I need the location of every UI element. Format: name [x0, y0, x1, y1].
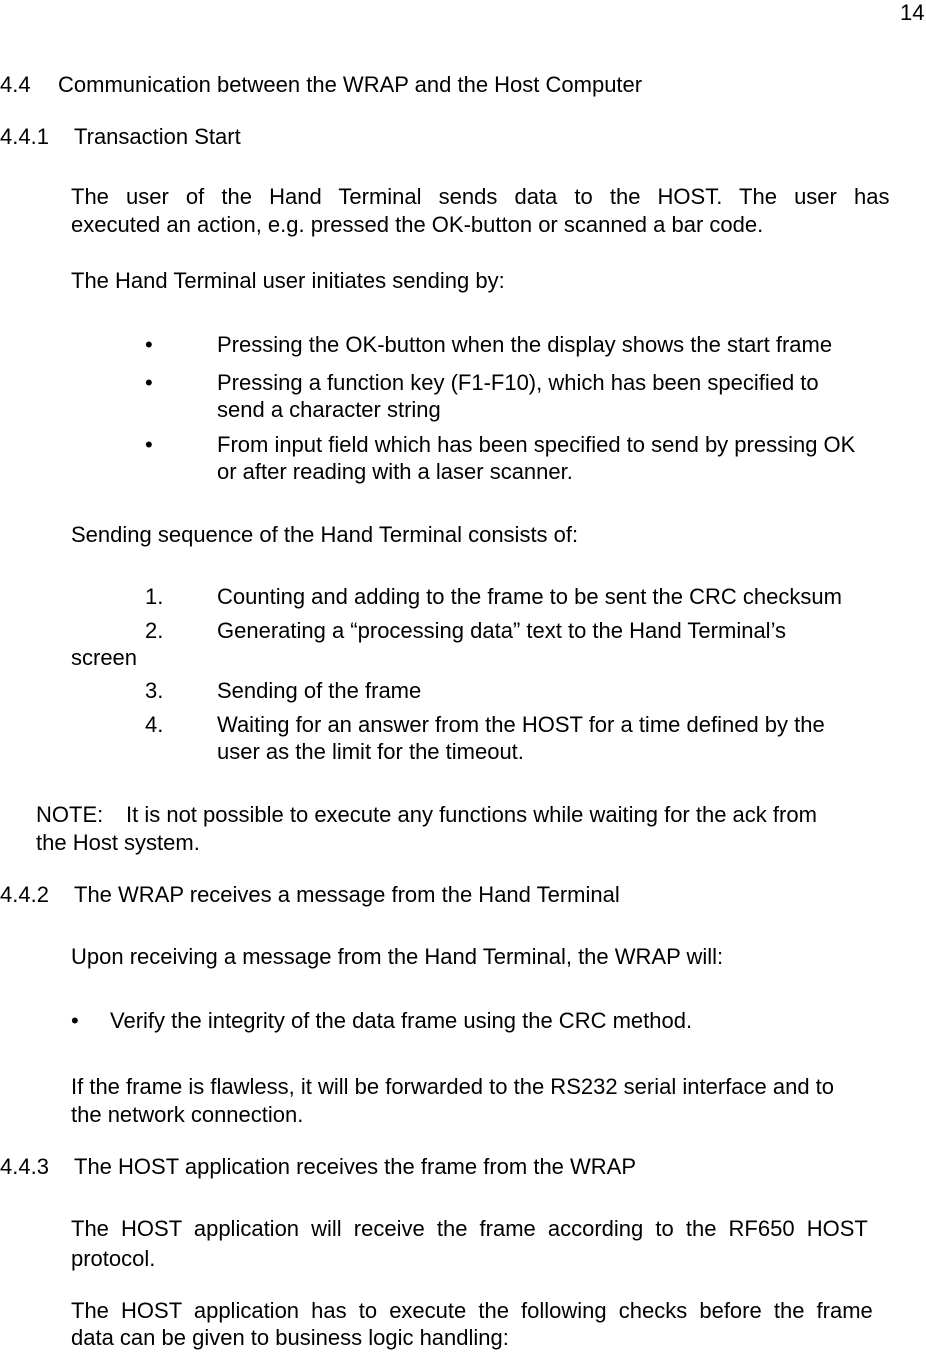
section-title: The WRAP receives a message from the Hand Terminal [74, 882, 620, 907]
page-number: 14 [900, 0, 925, 25]
list-item-text: Pressing the OK-button when the display shows the start frame [217, 332, 833, 357]
section-title: Transaction Start [74, 124, 241, 149]
list-item-text: Sending of the frame [217, 678, 422, 703]
list-item-text: Counting and adding to the frame to be sent the CRC checksum [217, 584, 842, 609]
paragraph-sequence: Sending sequence of the Hand Terminal consists of: [71, 522, 579, 547]
list-item-number: 3. [145, 678, 164, 703]
list-item-number: 2. [145, 618, 164, 643]
section-number: 4.4.1 [0, 124, 49, 149]
list-item-text: Verify the integrity of the data frame using the CRC method. [110, 1008, 693, 1033]
bullet-icon: • [145, 432, 153, 457]
list-item-text: or after reading with a laser scanner. [217, 459, 573, 484]
section-title: The HOST application receives the frame from the WRAP [74, 1154, 637, 1179]
paragraph-line: the network connection. [71, 1102, 304, 1127]
section-title: Communication between the WRAP and the Host Computer [58, 72, 643, 97]
paragraph-line: The HOST application has to execute the following checks before the frame [71, 1298, 873, 1323]
bullet-icon: • [145, 332, 153, 357]
list-item-text: Waiting for an answer from the HOST for a time defined by the [217, 712, 825, 737]
list-item-text: From input field which has been specified to send by pressing OK [217, 432, 856, 457]
list-item-text: Generating a “processing data” text to the Hand Terminal’s [217, 618, 787, 643]
list-item-text: Pressing a function key (F1-F10), which has been specified to [217, 370, 819, 395]
section-number: 4.4 [0, 72, 31, 97]
paragraph-line: If the frame is flawless, it will be forwarded to the RS232 serial interface and to [71, 1074, 835, 1099]
note-label: NOTE: [36, 802, 104, 827]
list-item-text: send a character string [217, 397, 441, 422]
paragraph-line: The user of the Hand Terminal sends data to the HOST. The user has [71, 184, 890, 209]
section-number: 4.4.2 [0, 882, 49, 907]
paragraph-line: The HOST application will receive the frame according to the RF650 HOST [71, 1216, 868, 1241]
paragraph-line: protocol. [71, 1246, 156, 1271]
list-item-number: 4. [145, 712, 164, 737]
list-item-text: user as the limit for the timeout. [217, 739, 524, 764]
bullet-icon: • [145, 370, 153, 395]
paragraph-initiates: The Hand Terminal user initiates sending by: [71, 268, 505, 293]
paragraph-line: executed an action, e.g. pressed the OK-button or scanned a bar code. [71, 212, 764, 237]
note-text: the Host system. [36, 830, 200, 855]
list-item-number: 1. [145, 584, 164, 609]
paragraph-upon-receiving: Upon receiving a message from the Hand Terminal, the WRAP will: [71, 944, 724, 969]
section-number: 4.4.3 [0, 1154, 49, 1179]
paragraph-line: data can be given to business logic handling: [71, 1325, 509, 1350]
note-text: It is not possible to execute any functions while waiting for the ack from [126, 802, 817, 827]
bullet-icon: • [71, 1008, 79, 1033]
list-item-text: screen [71, 645, 138, 670]
